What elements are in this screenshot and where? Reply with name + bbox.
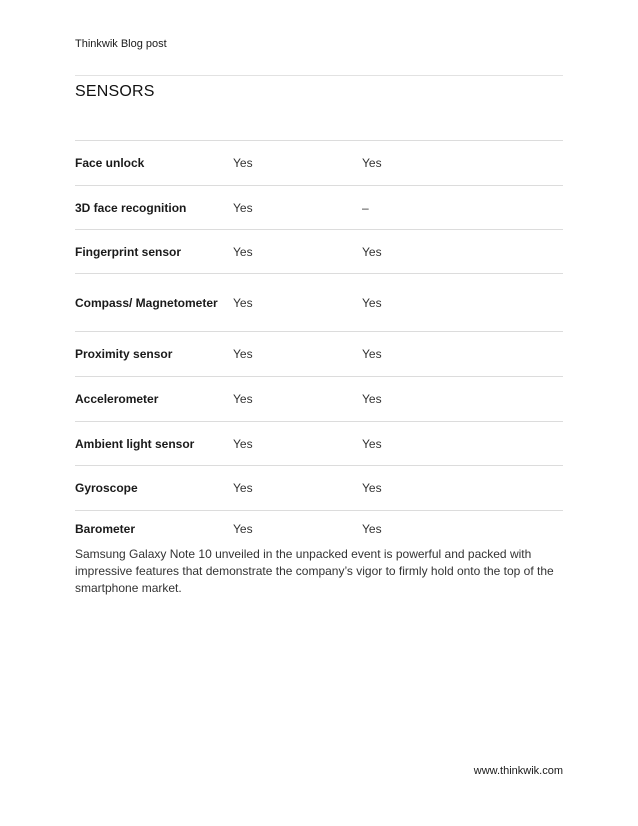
feature-name: Fingerprint sensor <box>75 244 182 259</box>
table-row <box>75 466 563 511</box>
feature-value: Yes <box>362 156 382 170</box>
feature-value: Yes <box>362 481 382 495</box>
sensors-table <box>75 140 563 547</box>
footer-url: www.thinkwik.com <box>473 765 563 777</box>
feature-name: Compass/ Magnetometer <box>75 295 218 310</box>
feature-value: Yes <box>233 200 253 215</box>
table-row <box>75 274 563 332</box>
table-row <box>75 230 563 274</box>
section-title: SENSORS <box>75 83 155 100</box>
feature-name: Face unlock <box>75 156 145 170</box>
table-row <box>75 186 563 230</box>
feature-value: Yes <box>362 436 382 451</box>
feature-name: Gyroscope <box>75 481 138 495</box>
table-row <box>75 422 563 466</box>
feature-name: Proximity sensor <box>75 347 173 361</box>
feature-name: 3D face recognition <box>75 200 187 215</box>
feature-value: Yes <box>362 347 382 361</box>
feature-value: Yes <box>362 522 382 536</box>
feature-value: Yes <box>362 392 382 406</box>
feature-name: Accelerometer <box>75 392 159 406</box>
page-header: Thinkwik Blog post <box>75 38 167 50</box>
section-divider <box>75 75 563 76</box>
feature-value: Yes <box>233 436 253 451</box>
feature-value: Yes <box>233 522 253 536</box>
feature-value: Yes <box>233 392 253 406</box>
feature-name: Ambient light sensor <box>75 436 195 451</box>
table-row <box>75 332 563 377</box>
feature-value: Yes <box>233 481 253 495</box>
table-row <box>75 141 563 186</box>
feature-value: Yes <box>233 244 253 259</box>
feature-value: Yes <box>233 295 253 310</box>
table-row <box>75 377 563 422</box>
feature-value: Yes <box>233 156 253 170</box>
feature-value: Yes <box>233 347 253 361</box>
feature-value: Yes <box>362 244 382 259</box>
feature-name: Barometer <box>75 522 136 536</box>
body-paragraph: Samsung Galaxy Note 10 unveiled in the unpacked event is powerful and packed with impressive features that demonstrate the company’s vigor to firmly hold onto the top of the smartphone market. <box>75 547 554 595</box>
table-row <box>75 511 563 547</box>
feature-value: Yes <box>362 295 382 310</box>
feature-value: – <box>362 200 369 215</box>
